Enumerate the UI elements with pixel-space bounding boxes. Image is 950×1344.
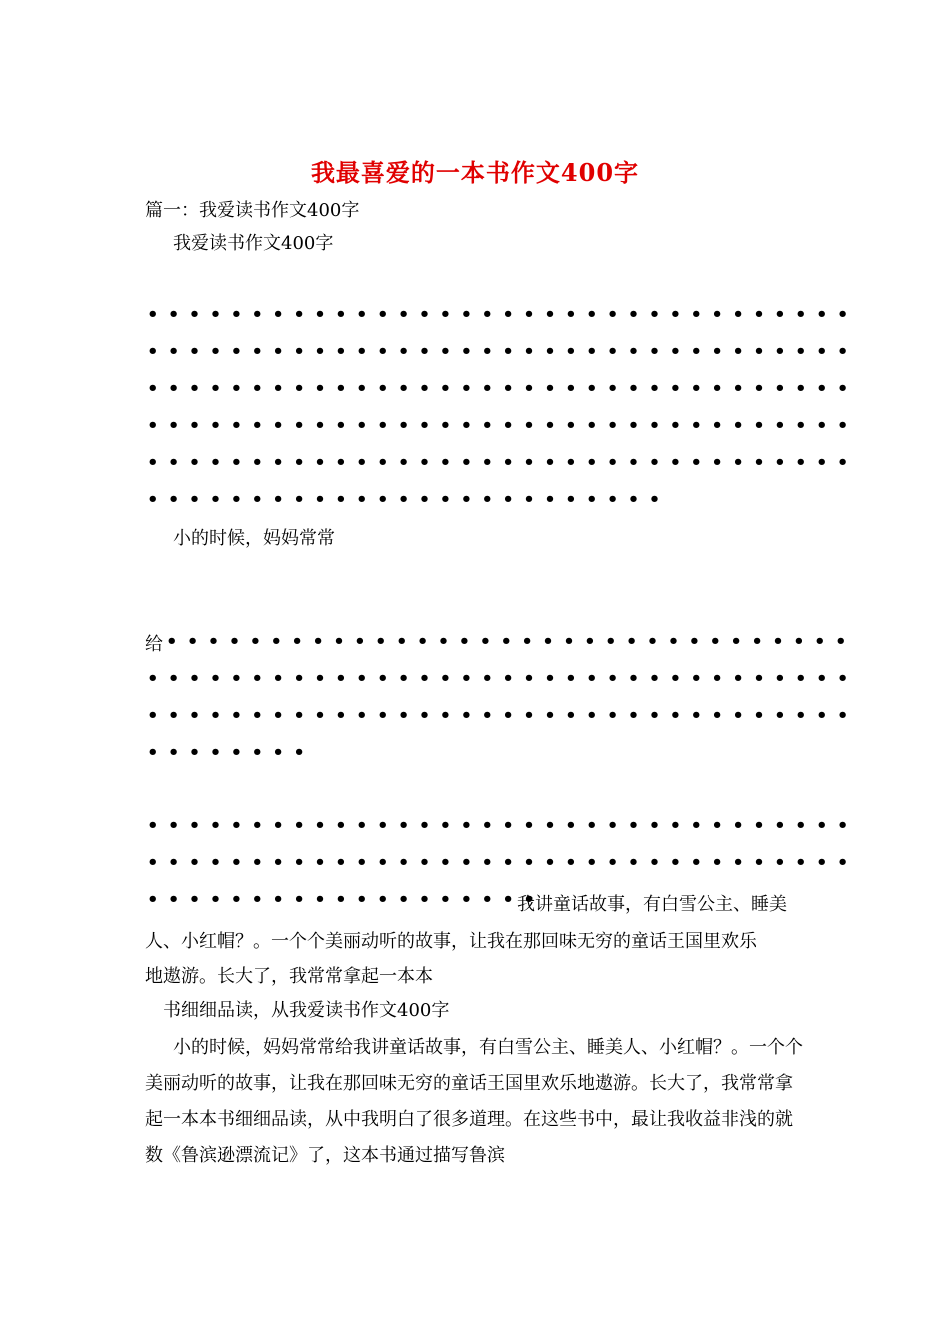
dot-line: •••••••••••••••••••••••••••••••••• (147, 415, 858, 436)
document-title: 我最喜爱的一本书作文400字 (310, 158, 640, 187)
dot-line: •••••••••••••••••••••••••••••••••• (147, 815, 858, 836)
text-line: 人、小红帽？。一个个美丽动听的故事，让我在那回味无穷的童话王国里欢乐 (145, 931, 757, 952)
subtitle: 我爱读书作文400字 (173, 233, 334, 254)
text-line: 小的时候，妈妈常常 (173, 528, 335, 549)
dot-line: •••••••••••••••••••••••••••••••••• (147, 852, 858, 873)
text-line: 我讲童话故事，有白雪公主、睡美 (517, 894, 787, 915)
dot-line: •••••••••••••••••••••••••••••••••• (147, 705, 858, 726)
final-paragraph: 小的时候，妈妈常常给我讲童话故事，有白雪公主、睡美人、小红帽？。一个个美丽动听的故事，让我在那回味无穷的童话王国里欢乐地遨游。长大了，我常常拿起一本本书细细品读，从中我明白了很多道理。在这些书中，最让我收益非浅的就数《鲁滨逊漂流记》了，这本书通过描写鲁滨 (145, 1037, 803, 1166)
dot-line: •••••••••••••••••••••••••••••••••• (147, 668, 858, 689)
section-heading: 篇一：我爱读书作文400字 (145, 200, 360, 221)
text-line: 地遨游。长大了，我常常拿起一本本 (145, 966, 433, 987)
dot-line: •••••••••••••••••••••••••••••••••• (147, 378, 858, 399)
text-char: 给 (145, 634, 163, 655)
text-line: 书细细品读，从我爱读书作文400字 (163, 1000, 450, 1021)
dot-line: •••••••••••••••••••••••••••••••••• (147, 341, 858, 362)
dot-line: ••••••••••••••••••• (147, 889, 545, 910)
dot-line: ••••••••••••••••••••••••••••••••• (166, 631, 856, 652)
dot-line: •••••••• (147, 742, 315, 763)
dot-line: •••••••••••••••••••••••••••••••••• (147, 452, 858, 473)
dot-line: ••••••••••••••••••••••••• (147, 489, 670, 510)
dot-line: •••••••••••••••••••••••••••••••••• (147, 304, 858, 325)
